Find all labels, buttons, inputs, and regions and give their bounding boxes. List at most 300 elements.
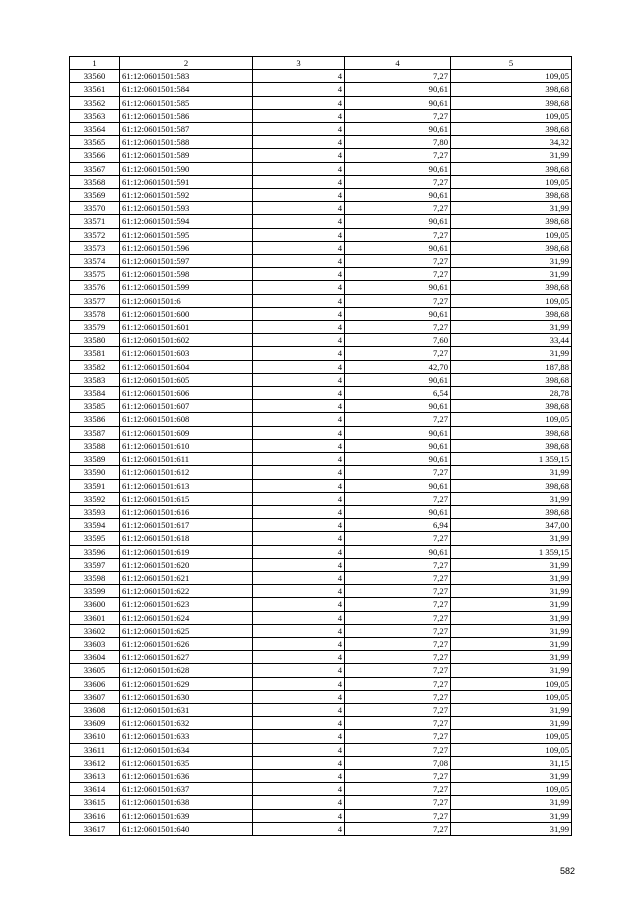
row-number-cell: 33570 [70,202,120,215]
column-header: 5 [451,57,572,70]
category-cell: 4 [253,136,345,149]
category-cell: 4 [253,109,345,122]
data-table [69,56,572,836]
row-number-cell: 33602 [70,624,120,637]
table-row [70,769,572,782]
cadastral-number-cell: 61:12:0601501:600 [120,307,253,320]
category-cell: 4 [253,677,345,690]
category-cell: 4 [253,730,345,743]
value-cell: 7,60 [345,334,451,347]
cadastral-number-cell: 61:12:0601501:633 [120,730,253,743]
amount-cell: 31,99 [451,585,572,598]
amount-cell: 398,68 [451,400,572,413]
value-cell: 7,80 [345,136,451,149]
row-number-cell: 33612 [70,756,120,769]
cadastral-number-cell: 61:12:0601501:609 [120,426,253,439]
cadastral-number-cell: 61:12:0601501:622 [120,585,253,598]
table-row [70,783,572,796]
value-cell: 7,27 [345,558,451,571]
value-cell: 90,61 [345,505,451,518]
category-cell: 4 [253,637,345,650]
cadastral-number-cell: 61:12:0601501:607 [120,400,253,413]
table-row [70,439,572,452]
cadastral-number-cell: 61:12:0601501:584 [120,83,253,96]
table-row [70,321,572,334]
row-number-cell: 33592 [70,492,120,505]
row-number-cell: 33599 [70,585,120,598]
row-number-cell: 33580 [70,334,120,347]
cadastral-number-cell: 61:12:0601501:631 [120,703,253,716]
row-number-cell: 33596 [70,545,120,558]
category-cell: 4 [253,624,345,637]
value-cell: 7,27 [345,769,451,782]
cadastral-number-cell: 61:12:0601501:593 [120,202,253,215]
row-number-cell: 33610 [70,730,120,743]
value-cell: 6,94 [345,519,451,532]
row-number-cell: 33571 [70,215,120,228]
cadastral-number-cell: 61:12:0601501:602 [120,334,253,347]
row-number-cell: 33594 [70,519,120,532]
table-row [70,109,572,122]
table-row [70,453,572,466]
amount-cell: 109,05 [451,413,572,426]
cadastral-number-cell: 61:12:0601501:628 [120,664,253,677]
table-row [70,334,572,347]
table-row [70,664,572,677]
amount-cell: 31,99 [451,651,572,664]
row-number-cell: 33586 [70,413,120,426]
cadastral-number-cell: 61:12:0601501:601 [120,321,253,334]
cadastral-number-cell: 61:12:0601501:630 [120,690,253,703]
row-number-cell: 33575 [70,268,120,281]
table-row [70,637,572,650]
value-cell: 90,61 [345,241,451,254]
value-cell: 7,27 [345,585,451,598]
amount-cell: 31,99 [451,703,572,716]
row-number-cell: 33605 [70,664,120,677]
cadastral-number-cell: 61:12:0601501:615 [120,492,253,505]
category-cell: 4 [253,294,345,307]
cadastral-number-cell: 61:12:0601501:639 [120,809,253,822]
category-cell: 4 [253,466,345,479]
category-cell: 4 [253,769,345,782]
category-cell: 4 [253,413,345,426]
row-number-cell: 33573 [70,241,120,254]
value-cell: 7,27 [345,624,451,637]
table-row [70,162,572,175]
value-cell: 7,27 [345,466,451,479]
amount-cell: 109,05 [451,228,572,241]
cadastral-number-cell: 61:12:0601501:603 [120,347,253,360]
value-cell: 90,61 [345,123,451,136]
row-number-cell: 33603 [70,637,120,650]
table-row [70,585,572,598]
table-row [70,756,572,769]
category-cell: 4 [253,717,345,730]
cadastral-number-cell: 61:12:0601501:640 [120,822,253,835]
value-cell: 7,27 [345,149,451,162]
cadastral-number-cell: 61:12:0601501:583 [120,70,253,83]
table-row [70,123,572,136]
row-number-cell: 33589 [70,453,120,466]
cadastral-number-cell: 61:12:0601501:629 [120,677,253,690]
value-cell: 7,27 [345,783,451,796]
category-cell: 4 [253,585,345,598]
cadastral-number-cell: 61:12:0601501:623 [120,598,253,611]
row-number-cell: 33566 [70,149,120,162]
amount-cell: 31,99 [451,268,572,281]
row-number-cell: 33593 [70,505,120,518]
value-cell: 90,61 [345,453,451,466]
category-cell: 4 [253,70,345,83]
row-number-cell: 33561 [70,83,120,96]
row-number-cell: 33609 [70,717,120,730]
cadastral-number-cell: 61:12:0601501:587 [120,123,253,136]
value-cell: 7,27 [345,637,451,650]
table-row [70,413,572,426]
table-row [70,809,572,822]
value-cell: 7,27 [345,175,451,188]
column-header: 1 [70,57,120,70]
row-number-cell: 33611 [70,743,120,756]
amount-cell: 109,05 [451,109,572,122]
category-cell: 4 [253,360,345,373]
table-row [70,373,572,386]
value-cell: 90,61 [345,83,451,96]
row-number-cell: 33577 [70,294,120,307]
table-row [70,70,572,83]
table-row [70,255,572,268]
table-row [70,281,572,294]
table-row [70,611,572,624]
row-number-cell: 33562 [70,96,120,109]
table-row [70,307,572,320]
value-cell: 7,27 [345,532,451,545]
amount-cell: 31,15 [451,756,572,769]
table-row [70,532,572,545]
value-cell: 90,61 [345,400,451,413]
category-cell: 4 [253,545,345,558]
category-cell: 4 [253,703,345,716]
category-cell: 4 [253,96,345,109]
row-number-cell: 33597 [70,558,120,571]
table-row [70,241,572,254]
value-cell: 7,27 [345,571,451,584]
category-cell: 4 [253,519,345,532]
category-cell: 4 [253,809,345,822]
table-body [70,70,572,836]
table-row [70,796,572,809]
value-cell: 90,61 [345,426,451,439]
cadastral-number-cell: 61:12:0601501:604 [120,360,253,373]
value-cell: 7,27 [345,651,451,664]
category-cell: 4 [253,373,345,386]
cadastral-number-cell: 61:12:0601501:612 [120,466,253,479]
category-cell: 4 [253,532,345,545]
row-number-cell: 33584 [70,387,120,400]
table-row [70,598,572,611]
cadastral-number-cell: 61:12:0601501:598 [120,268,253,281]
value-cell: 42,70 [345,360,451,373]
amount-cell: 109,05 [451,70,572,83]
amount-cell: 398,68 [451,83,572,96]
cadastral-number-cell: 61:12:0601501:635 [120,756,253,769]
value-cell: 90,61 [345,215,451,228]
table-row [70,202,572,215]
category-cell: 4 [253,651,345,664]
cadastral-number-cell: 61:12:0601501:589 [120,149,253,162]
table-row [70,690,572,703]
row-number-cell: 33585 [70,400,120,413]
amount-cell: 31,99 [451,717,572,730]
value-cell: 7,27 [345,255,451,268]
row-number-cell: 33568 [70,175,120,188]
category-cell: 4 [253,334,345,347]
value-cell: 7,27 [345,796,451,809]
table-row [70,189,572,202]
table-row [70,83,572,96]
column-header: 4 [345,57,451,70]
value-cell: 90,61 [345,439,451,452]
row-number-cell: 33567 [70,162,120,175]
value-cell: 7,27 [345,228,451,241]
amount-cell: 398,68 [451,505,572,518]
table-row [70,228,572,241]
value-cell: 7,27 [345,598,451,611]
amount-cell: 398,68 [451,281,572,294]
cadastral-number-cell: 61:12:0601501:597 [120,255,253,268]
value-cell: 7,27 [345,743,451,756]
cadastral-number-cell: 61:12:0601501:626 [120,637,253,650]
table-row [70,426,572,439]
amount-cell: 109,05 [451,783,572,796]
value-cell: 7,27 [345,677,451,690]
value-cell: 7,27 [345,611,451,624]
value-cell: 7,27 [345,664,451,677]
value-cell: 7,27 [345,703,451,716]
cadastral-number-cell: 61:12:0601501:625 [120,624,253,637]
category-cell: 4 [253,822,345,835]
row-number-cell: 33590 [70,466,120,479]
row-number-cell: 33581 [70,347,120,360]
value-cell: 90,61 [345,545,451,558]
page-number: 582 [560,866,576,876]
cadastral-number-cell: 61:12:0601501:634 [120,743,253,756]
table-row [70,717,572,730]
header-row [70,57,572,70]
category-cell: 4 [253,439,345,452]
cadastral-number-cell: 61:12:0601501:599 [120,281,253,294]
category-cell: 4 [253,664,345,677]
table-row [70,466,572,479]
category-cell: 4 [253,202,345,215]
table-row [70,519,572,532]
category-cell: 4 [253,83,345,96]
category-cell: 4 [253,743,345,756]
cadastral-number-cell: 61:12:0601501:605 [120,373,253,386]
category-cell: 4 [253,215,345,228]
row-number-cell: 33614 [70,783,120,796]
amount-cell: 398,68 [451,439,572,452]
value-cell: 7,27 [345,690,451,703]
amount-cell: 31,99 [451,664,572,677]
value-cell: 7,08 [345,756,451,769]
table-row [70,175,572,188]
category-cell: 4 [253,387,345,400]
cadastral-number-cell: 61:12:0601501:620 [120,558,253,571]
table-row [70,360,572,373]
row-number-cell: 33613 [70,769,120,782]
row-number-cell: 33563 [70,109,120,122]
category-cell: 4 [253,598,345,611]
row-number-cell: 33601 [70,611,120,624]
category-cell: 4 [253,228,345,241]
category-cell: 4 [253,571,345,584]
value-cell: 90,61 [345,162,451,175]
value-cell: 90,61 [345,96,451,109]
row-number-cell: 33560 [70,70,120,83]
table-row [70,387,572,400]
cadastral-number-cell: 61:12:0601501:595 [120,228,253,241]
table-row [70,149,572,162]
cadastral-number-cell: 61:12:0601501:637 [120,783,253,796]
category-cell: 4 [253,453,345,466]
cadastral-number-cell: 61:12:0601501:638 [120,796,253,809]
table-row [70,492,572,505]
amount-cell: 31,99 [451,769,572,782]
amount-cell: 109,05 [451,690,572,703]
cadastral-number-cell: 61:12:0601501:586 [120,109,253,122]
cadastral-number-cell: 61:12:0601501:636 [120,769,253,782]
cadastral-number-cell: 61:12:0601501:613 [120,479,253,492]
table-row [70,479,572,492]
amount-cell: 109,05 [451,294,572,307]
value-cell: 7,27 [345,730,451,743]
cadastral-number-cell: 61:12:0601501:592 [120,189,253,202]
table-row [70,96,572,109]
table-row [70,268,572,281]
cadastral-number-cell: 61:12:0601501:608 [120,413,253,426]
value-cell: 6,54 [345,387,451,400]
category-cell: 4 [253,281,345,294]
cadastral-number-cell: 61:12:0601501:632 [120,717,253,730]
amount-cell: 31,99 [451,202,572,215]
amount-cell: 31,99 [451,637,572,650]
amount-cell: 398,68 [451,307,572,320]
category-cell: 4 [253,400,345,413]
amount-cell: 31,99 [451,598,572,611]
amount-cell: 109,05 [451,743,572,756]
amount-cell: 398,68 [451,373,572,386]
cadastral-number-cell: 61:12:0601501:627 [120,651,253,664]
category-cell: 4 [253,175,345,188]
table-row [70,730,572,743]
value-cell: 7,27 [345,109,451,122]
value-cell: 7,27 [345,809,451,822]
row-number-cell: 33604 [70,651,120,664]
cadastral-number-cell: 61:12:0601501:596 [120,241,253,254]
category-cell: 4 [253,783,345,796]
amount-cell: 398,68 [451,162,572,175]
row-number-cell: 33576 [70,281,120,294]
amount-cell: 398,68 [451,189,572,202]
cadastral-number-cell: 61:12:0601501:616 [120,505,253,518]
table-row [70,677,572,690]
row-number-cell: 33606 [70,677,120,690]
value-cell: 7,27 [345,492,451,505]
value-cell: 7,27 [345,70,451,83]
category-cell: 4 [253,268,345,281]
cadastral-number-cell: 61:12:0601501:588 [120,136,253,149]
amount-cell: 398,68 [451,479,572,492]
category-cell: 4 [253,796,345,809]
table-row [70,822,572,835]
row-number-cell: 33587 [70,426,120,439]
table-row [70,215,572,228]
row-number-cell: 33578 [70,307,120,320]
row-number-cell: 33569 [70,189,120,202]
amount-cell: 398,68 [451,215,572,228]
value-cell: 7,27 [345,321,451,334]
table-row [70,347,572,360]
category-cell: 4 [253,321,345,334]
category-cell: 4 [253,492,345,505]
row-number-cell: 33595 [70,532,120,545]
amount-cell: 31,99 [451,571,572,584]
category-cell: 4 [253,241,345,254]
category-cell: 4 [253,149,345,162]
value-cell: 7,27 [345,347,451,360]
amount-cell: 398,68 [451,96,572,109]
row-number-cell: 33607 [70,690,120,703]
amount-cell: 109,05 [451,175,572,188]
table-row [70,558,572,571]
amount-cell: 31,99 [451,255,572,268]
table-row [70,400,572,413]
row-number-cell: 33579 [70,321,120,334]
row-number-cell: 33598 [70,571,120,584]
amount-cell: 31,99 [451,532,572,545]
amount-cell: 31,99 [451,809,572,822]
category-cell: 4 [253,307,345,320]
value-cell: 7,27 [345,202,451,215]
table-row [70,136,572,149]
category-cell: 4 [253,505,345,518]
cadastral-number-cell: 61:12:0601501:621 [120,571,253,584]
amount-cell: 31,99 [451,466,572,479]
cadastral-number-cell: 61:12:0601501:591 [120,175,253,188]
amount-cell: 398,68 [451,426,572,439]
amount-cell: 31,99 [451,321,572,334]
row-number-cell: 33574 [70,255,120,268]
amount-cell: 31,99 [451,347,572,360]
table-row [70,571,572,584]
row-number-cell: 33600 [70,598,120,611]
row-number-cell: 33608 [70,703,120,716]
amount-cell: 31,99 [451,624,572,637]
row-number-cell: 33588 [70,439,120,452]
row-number-cell: 33616 [70,809,120,822]
amount-cell: 187,88 [451,360,572,373]
amount-cell: 31,99 [451,558,572,571]
amount-cell: 398,68 [451,241,572,254]
row-number-cell: 33582 [70,360,120,373]
document-sheet [69,56,571,836]
row-number-cell: 33617 [70,822,120,835]
value-cell: 7,27 [345,268,451,281]
cadastral-number-cell: 61:12:0601501:585 [120,96,253,109]
value-cell: 90,61 [345,479,451,492]
